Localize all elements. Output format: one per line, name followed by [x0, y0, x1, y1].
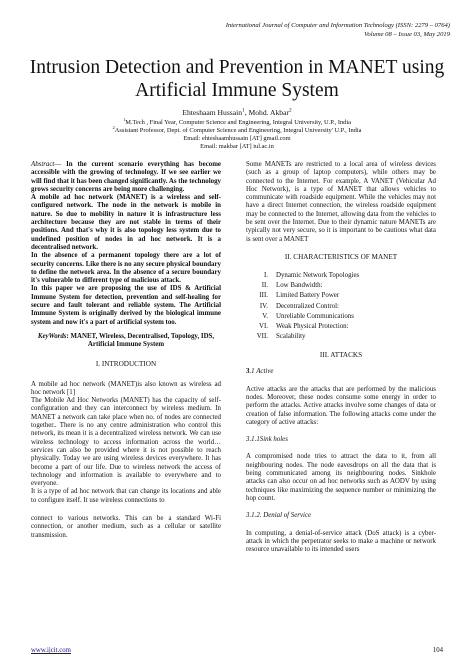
list-item-text: Low Bandwidth: [276, 282, 323, 290]
subsection-3-1-heading [246, 368, 436, 376]
characteristics-list-item [246, 302, 436, 312]
list-item-number: III. [259, 292, 268, 300]
affiliation-2-text: Assistant Professor, Dept. of Computer Science and Engineering, Integral University' U.P., India [114, 127, 362, 134]
characteristics-list-item [246, 291, 436, 301]
email-1: Email: ehteshaamhussain [AT] gmail.com [183, 135, 291, 142]
intro-paragraph-3: It is a type of ad hoc network that can change its locations and able to configure itself. It use wireless connections to [31, 488, 221, 504]
affiliation-2-sup: 2 [112, 124, 115, 130]
abstract-label: Abstract [31, 161, 55, 168]
affiliation-1 [0, 116, 474, 127]
introduction-heading: I. INTRODUCTION [95, 359, 157, 368]
left-column [31, 161, 221, 540]
subsection-3-1-title: .1 Active [249, 368, 274, 376]
abstract-paragraph-4: In this paper we are proposing the use of IDS & Artificial Immune System for detection, prevention and self-healing for secure and fault tolerant and reliable system. The Artificial Immune System is originally derived by the biological immune system and now it's a part of artificial system too. [31, 285, 221, 326]
list-item-number: V. [262, 312, 268, 320]
title-line-1: Intrusion Detection and Prevention in MANET using [29, 57, 445, 78]
footer-link[interactable] [31, 647, 71, 654]
intro-paragraph-4: connect to various networks. This can be a standard Wi-Fi connection, or another medium, such as a cellular or satellite transmission. [31, 514, 221, 539]
abstract-paragraph-3: In the absence of a permanent topology there are a lot of security concerns. Like there is no any secure physical boundary to define the network area. In the absence of a secure boundary it's vulnerable to different type of malicious attack. [31, 252, 221, 285]
manet-paragraph: Some MANETs are restricted to a local area of wireless devices (such as a group of laptop computers), while others may be connected to the Internet. For example, A VANET (Vehicular Ad Hoc Network), is a type of MANET that allows vehicles to communicate with roadside equipment. While the vehicles may not have a direct Internet connection, the wireless roadside equipment may be connected to the Internet, allowing data from the vehicles to be sent over the Internet. Due to their dynamic nature MANETs are typically not very secure, so it is important to be cautious what data is sent over a MANET [246, 161, 436, 243]
affiliation-1-text: M.Tech , Final Year, Computer Science and Engineering, Integral University, U.P., India [125, 119, 351, 126]
active-attacks-paragraph: Active attacks are the attacks that are performed by the malicious nodes. Moreover, these nodes consume some energy in order to perform the attacks. Active attacks involve some changes of data or creation of false information. The following attacks come under the category of active attacks: [246, 385, 436, 426]
keywords-text: : MANET, Wireless, Decentralised, Topology, IDS, Artificial Immune System [66, 332, 215, 349]
affiliation-2 [0, 124, 474, 135]
title-line-2: Artificial Immune System [135, 80, 339, 101]
list-item-number: VI. [259, 322, 268, 330]
characteristics-list-item [246, 312, 436, 322]
subsection-3-1-2-heading: 3.1.2. Denial of Service [246, 512, 312, 520]
intro-paragraph-1: A mobile ad hoc network (MANET)is also known as wireless ad hoc network [1] [31, 380, 221, 396]
list-item-text: Weak Physical Protection: [276, 322, 349, 330]
list-item-number: VII. [256, 333, 268, 341]
intro-paragraph-2: The Mobile Ad Hoc Networks (MANET) has the capacity of self-configuration and they can interconnect by wireless medium. In MANET a network can take place when no. of nodes are connected together.. There is no any centre administration who control this network, its mean it is a decentralized wireless network. We can use wireless technology to access information across the world…services can also be provided where it is not possible to reach physically. Today we are using wireless devices everywhere. It has become a part of our life. Due to wireless network the access of technology and information is available to everywhere and to everyone. [31, 397, 221, 488]
affiliation-1-sup: 1 [123, 116, 126, 122]
footer-url[interactable]: www.ijcit.com [31, 647, 71, 654]
characteristics-list-item [246, 332, 436, 342]
subsection-3-1-number: 3 [246, 368, 250, 376]
characteristics-list-item [246, 322, 436, 332]
author-line [0, 108, 474, 117]
email-2: Email: makbar [AT] iul.ac.in [200, 143, 274, 150]
abstract-paragraph-2: A mobile ad hoc network (MANET) is a wireless and self-configured network. The node in the network is mobile in nature. So due to mobility in nature it is infrastructure less architecture because they are not stable in terms of their positions. And that's why it is also topology less system due to undefined position of nodes in ad hoc network. It is a decentralised network. [31, 194, 221, 251]
author-2: Mohd. Akbar [248, 108, 289, 117]
page-number: 104 [432, 647, 443, 654]
characteristics-list-item [246, 281, 436, 291]
characteristics-heading: II. CHARACTERISTICS OF MANET [284, 252, 398, 261]
subsection-3-1-1-heading: 3.1.1Sink holes [246, 436, 288, 444]
author-2-sup: 2 [288, 107, 292, 114]
sink-holes-paragraph: A compromised node tries to attract the data to it, from all neighbouring nodes. The node eavesdrops on all the data that is being communicated among its neighbouring nodes. Sinkhole attacks can also occur on ad hoc networks such as AODV by using techniques like maximizing the sequence number or minimizing the hop count. [246, 453, 436, 502]
abstract-p1-text: In the current scenario everything has become accessible with the growing of technology. If we see earlier we will find that it has been changed significantly. As the technology grows security concerns are being more challenging. [31, 161, 221, 193]
list-item-text: Decentralized Control: [276, 302, 339, 310]
list-item-number: IV. [259, 302, 268, 310]
denial-of-service-paragraph: In computing, a denial-of-service attack (DoS attack) is a cyber-attack in which the perpetrator seeks to make a machine or network resource unavailable to its intended users [246, 529, 436, 554]
attacks-heading: III. ATTACKS [319, 351, 363, 360]
abstract-dash: — [54, 161, 67, 168]
list-item-number: II. [261, 282, 268, 290]
list-item-text: Scalability [276, 333, 306, 341]
characteristics-list [246, 271, 436, 342]
author-1: Ehteshaam Hussain [182, 108, 243, 117]
list-item-text: Limited Battery Power [276, 292, 340, 300]
abstract-paragraph-1 [31, 161, 221, 194]
list-item-number: I. [263, 271, 268, 279]
author-separator: , [244, 108, 249, 117]
keywords [31, 333, 221, 350]
characteristics-list-item [246, 271, 436, 281]
volume-header: Volume 08 – Issue 03, May 2019 [364, 31, 450, 38]
journal-header: International Journal of Computer and Information Technology (ISSN: 2279 – 0764) [225, 22, 450, 29]
paper-title [0, 56, 474, 102]
list-item-text: Dynamic Network Topologies [276, 271, 360, 279]
keywords-label: KeyWords [37, 332, 67, 340]
right-column [246, 161, 436, 554]
list-item-text: Unreliable Communications [276, 312, 354, 320]
author-1-sup: 1 [242, 107, 245, 114]
